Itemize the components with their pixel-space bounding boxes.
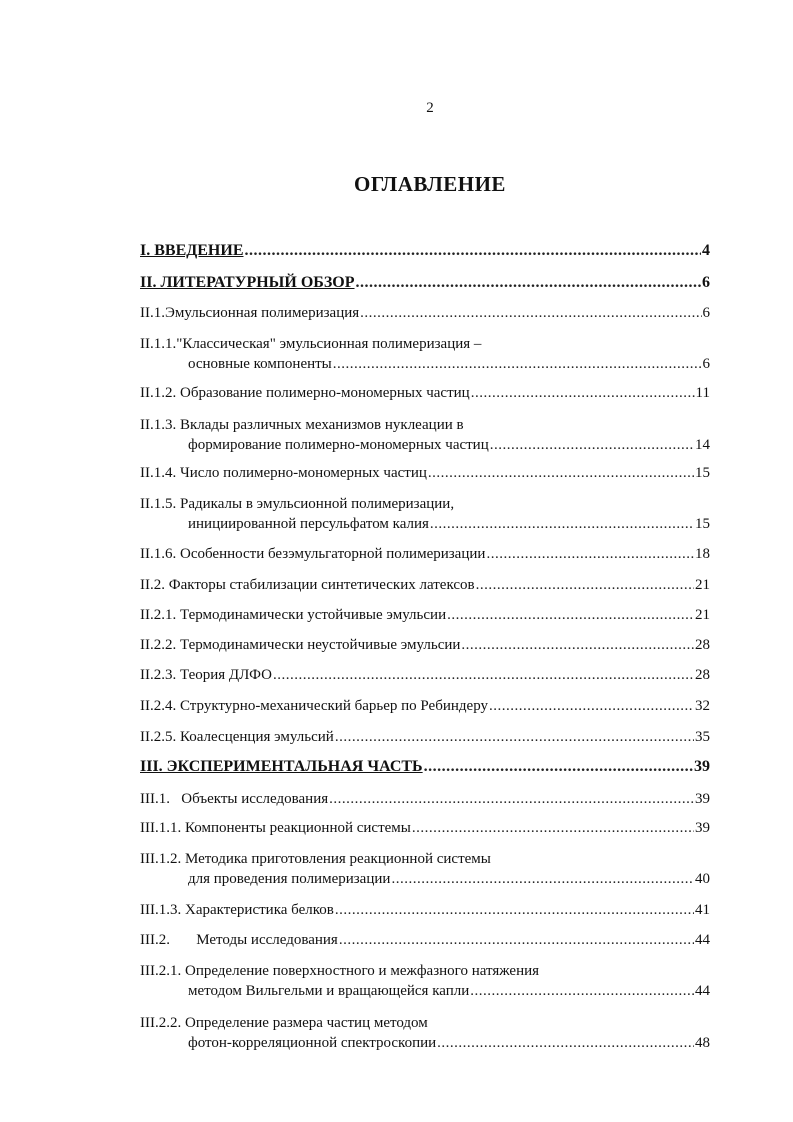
toc-entry-page: 6 xyxy=(702,305,710,321)
leader-dots xyxy=(360,303,701,323)
leader-dots xyxy=(471,383,695,403)
toc-entry-literature-review[interactable] xyxy=(140,273,710,293)
toc-entry-label-cont: методом Вильгельми и вращающейся капли xyxy=(188,983,470,999)
toc-entry-label-cont: для проведения полимеризации xyxy=(188,871,391,887)
toc-entry-experimental-part[interactable] xyxy=(140,757,710,777)
page-title: ОГЛАВЛЕНИЕ xyxy=(354,172,506,196)
toc-entry-label-cont: формирование полимерно-мономерных частиц xyxy=(188,437,489,453)
toc-entry[interactable] xyxy=(140,303,710,323)
toc-entry-label: III.1.2. Методика приготовления реакционной системы xyxy=(140,851,491,867)
leader-dots xyxy=(424,757,693,777)
toc-entry-page: 6 xyxy=(702,274,710,291)
toc-entry-label: II.2.4. Структурно-механический барьер по Ребиндеру xyxy=(140,698,488,714)
toc-entry-label: II.2.2. Термодинамически неустойчивые эмульсии xyxy=(140,637,461,653)
leader-dots xyxy=(329,789,694,809)
toc-entry[interactable] xyxy=(140,789,710,809)
toc-entry-introduction[interactable] xyxy=(140,241,710,261)
toc-entry-label: II.2.1. Термодинамически устойчивые эмульсии xyxy=(140,607,447,623)
toc-entry-label: III.1. Объекты исследования xyxy=(140,791,329,807)
toc-entry[interactable] xyxy=(140,334,710,374)
toc-entry[interactable] xyxy=(140,605,710,625)
toc-entry[interactable] xyxy=(140,544,710,564)
toc-entry[interactable] xyxy=(140,727,710,747)
toc-entry-label: II.1.3. Вклады различных механизмов нуклеации в xyxy=(140,417,464,433)
toc-entry-page: 21 xyxy=(695,577,710,593)
leader-dots xyxy=(273,665,694,685)
toc-entry[interactable] xyxy=(140,961,710,1001)
leader-dots xyxy=(461,635,694,655)
leader-dots xyxy=(476,575,694,595)
toc-entry-label: II.2. Факторы стабилизации синтетических латексов xyxy=(140,577,475,593)
leader-dots xyxy=(486,544,694,564)
toc-entry-label: I. ВВЕДЕНИЕ xyxy=(140,242,244,259)
toc-entry-label-cont: инициированной персульфатом калия xyxy=(188,516,429,532)
toc-entry-page: 48 xyxy=(695,1035,710,1051)
leader-dots xyxy=(489,696,694,716)
toc-entry-page: 35 xyxy=(695,729,710,745)
toc-entry[interactable] xyxy=(140,665,710,685)
toc-entry[interactable] xyxy=(140,849,710,889)
toc-entry-page: 39 xyxy=(695,820,710,836)
leader-dots xyxy=(470,981,694,1001)
leader-dots xyxy=(437,1033,694,1053)
leader-dots xyxy=(339,930,694,950)
toc-entry-page: 39 xyxy=(695,791,710,807)
toc-entry-label: II.2.3. Теория ДЛФО xyxy=(140,667,272,683)
toc-entry-label: II.1.4. Число полимерно-мономерных частиц xyxy=(140,465,427,481)
leader-dots xyxy=(335,900,694,920)
toc-entry-page: 28 xyxy=(695,637,710,653)
toc-entry-label: II.1.5. Радикалы в эмульсионной полимеризации, xyxy=(140,496,455,512)
toc-entry-label-cont: фотон-корреляционной спектроскопии xyxy=(188,1035,437,1051)
toc-entry-page: 28 xyxy=(695,667,710,683)
toc-entry-label: III.2. Методы исследования xyxy=(140,932,338,948)
toc-entry-label: III.1.3. Характеристика белков xyxy=(140,902,334,918)
toc-entry-label: III.2.2. Определение размера частиц методом xyxy=(140,1015,428,1031)
toc-entry[interactable] xyxy=(140,900,710,920)
toc-entry[interactable] xyxy=(140,696,710,716)
toc-entry-page: 21 xyxy=(695,607,710,623)
toc-entry-label: III.2.1. Определение поверхностного и межфазного натяжения xyxy=(140,963,540,979)
toc-entry-page: 41 xyxy=(695,902,710,918)
toc-entry-page: 32 xyxy=(695,698,710,714)
toc-entry-label: II.2.5. Коалесценция эмульсий xyxy=(140,729,334,745)
toc-entry[interactable] xyxy=(140,415,710,455)
toc-entry[interactable] xyxy=(140,383,710,403)
toc-entry-label: II.1.2. Образование полимерно-мономерных частиц xyxy=(140,385,470,401)
leader-dots xyxy=(447,605,694,625)
toc-entry[interactable] xyxy=(140,818,710,838)
leader-dots xyxy=(428,463,694,483)
toc-entry-page: 39 xyxy=(694,758,710,775)
toc-entry-page: 40 xyxy=(695,871,710,887)
toc-entry-label: II. ЛИТЕРАТУРНЫЙ ОБЗОР xyxy=(140,274,355,291)
leader-dots xyxy=(430,514,694,534)
toc-entry-page: 18 xyxy=(695,546,710,562)
leader-dots xyxy=(490,435,694,455)
toc-entry-page: 14 xyxy=(695,437,710,453)
toc-entry[interactable] xyxy=(140,635,710,655)
toc-entry-page: 11 xyxy=(695,385,710,401)
toc-entry-label: II.1.Эмульсионная полимеризация xyxy=(140,305,360,321)
toc-entry[interactable] xyxy=(140,1013,710,1053)
leader-dots xyxy=(412,818,694,838)
toc-entry-label: III.1.1. Компоненты реакционной системы xyxy=(140,820,411,836)
toc-entry-label: II.1.1."Классическая" эмульсионная полимеризация – xyxy=(140,336,482,352)
toc-entry-page: 6 xyxy=(702,356,710,372)
toc-entry-page: 44 xyxy=(695,983,710,999)
toc-entry-page: 4 xyxy=(702,242,710,259)
toc-entry-page: 15 xyxy=(695,465,710,481)
leader-dots xyxy=(244,241,701,261)
toc-entry-page: 44 xyxy=(695,932,710,948)
page-number: 2 xyxy=(426,100,434,116)
toc-entry-label: II.1.6. Особенности безэмульгаторной полимеризации xyxy=(140,546,486,562)
leader-dots xyxy=(333,354,702,374)
toc-entry[interactable] xyxy=(140,463,710,483)
toc-entry[interactable] xyxy=(140,575,710,595)
toc-entry-label: III. ЭКСПЕРИМЕНТАЛЬНАЯ ЧАСТЬ xyxy=(140,758,423,775)
leader-dots xyxy=(391,869,694,889)
toc-entry-page: 15 xyxy=(695,516,710,532)
leader-dots xyxy=(335,727,694,747)
toc-entry[interactable] xyxy=(140,930,710,950)
toc-entry[interactable] xyxy=(140,494,710,534)
toc-entry-label-cont: основные компоненты xyxy=(188,356,332,372)
leader-dots xyxy=(356,273,701,293)
